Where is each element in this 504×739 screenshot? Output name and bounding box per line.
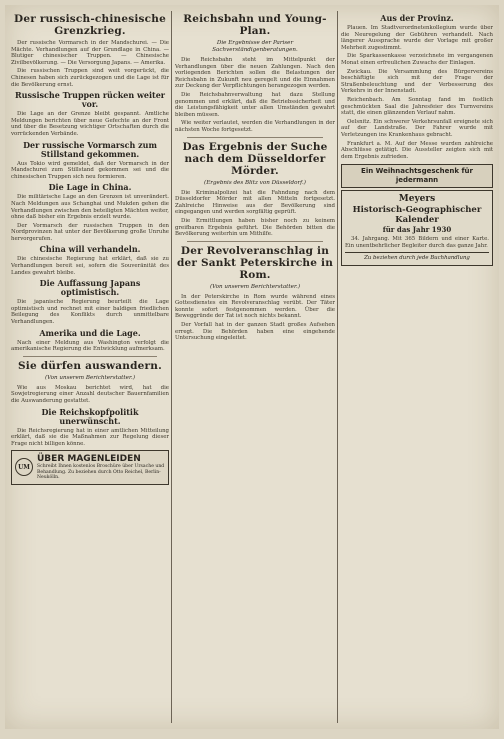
advertisement-kalender[interactable]: [341, 190, 493, 266]
calendar-year: für das Jahr 1930: [382, 225, 452, 235]
ad-logo-icon: UM: [15, 458, 33, 476]
article-text: Die japanische Regierung beurteilt die Lage optimistisch und rechnet mit einer baldigen friedlichen Beilegung des Konflikts durch unmittelbare Verhandlungen.: [11, 299, 169, 326]
column-rule: [337, 11, 338, 723]
subheading: Die Reichskopfpolitik unerwünscht.: [41, 406, 139, 426]
advertisement-magenleiden[interactable]: [11, 450, 169, 484]
article-text: Die russischen Truppen sind weit vorgerückt, die Chinesen haben sich zurückgezogen und die Lage ist für die Bevölkerung ernst.: [11, 68, 169, 88]
subheading: Amerika und die Lage.: [39, 327, 141, 338]
section-heading: Aus der Provinz.: [380, 13, 454, 23]
article-text: Die Sparkassenkasse verzeichnete im vergangenen Monat einen erfreulichen Zuwachs der Einlagen.: [341, 53, 493, 66]
article-text: Die Reichsregierung hat in einer amtlichen Mitteilung erklärt, daß sie die Maßnahmen zur Regelung dieser Frage nicht billigen könne.: [11, 427, 169, 447]
byline: (Von unserem Berichterstatter.): [209, 283, 301, 290]
ad-banner-weihnachtsgeschenk[interactable]: Ein Weihnachtsgeschenk für jedermann: [341, 164, 493, 188]
headline-rom: Der Revolveranschlag in der Sankt Peterskirche in Rom.: [176, 244, 334, 281]
subtitle: Die Ergebnisse der Pariser Sachverständigenberatungen.: [212, 40, 298, 53]
byline: (Von unserem Berichterstatter.): [44, 374, 136, 381]
calendar-footer: Zu beziehen durch jede Buchhandlung: [345, 252, 489, 262]
subheading: Die Auffassung Japans optimistisch.: [39, 278, 141, 298]
newspaper-page: [5, 5, 499, 729]
article-text: Die Reichsbahn steht im Mittelpunkt der Verhandlungen über die neuen Zahlungen. Nach den vorliegenden Berichten sollen die Belastungen der Reichsbahn in Zukunft neu geregelt und die Einnahmen zur Deckung der Verpflichtungen herangezogen werden.: [175, 57, 335, 90]
headline-auswandern: Sie dürfen auswandern.: [18, 359, 162, 372]
headline-duesseldorf: Das Ergebnis der Suche nach dem Düsseldorfer Mörder.: [182, 140, 328, 177]
ad-text: Schreibt Ihnen kostenlos Broschüre über Ursache und Behandlung. Zu beziehen durch Otto Reichel, Berlin-Neukölln.: [37, 464, 165, 481]
article-text: Die Ermittlungen haben bisher noch zu keinem greifbaren Ergebnis geführt. Die Behörden bitten die Bevölkerung weiterhin um Mithilfe.: [175, 217, 335, 238]
separator: [187, 137, 323, 138]
calendar-subtitle: Historisch-Geographischer Kalender: [352, 205, 482, 226]
separator: [187, 241, 323, 242]
column-rule: [171, 11, 172, 723]
article-text: Die Lage an der Grenze bleibt gespannt. Amtliche Meldungen berichten über neue Gefechte an der Front und über die Besetzung wichtiger Ortschaften durch die vorrückenden Verbände.: [11, 111, 169, 137]
article-text: Nach einer Meldung aus Washington verfolgt die amerikanische Regierung die Entwicklung aufmerksam.: [11, 339, 169, 353]
headline-grenzkrieg: Der russisch-chinesische Grenzkrieg.: [14, 13, 166, 37]
article-text: Wie weiter verlautet, werden die Verhandlungen in der nächsten Woche fortgesetzt.: [175, 120, 335, 133]
article-text: Reichenbach. Am Sonntag fand im festlich geschmückten Saal die Jahresfeier des Turnvereins statt, die einen glänzenden Verlauf nahm.: [341, 96, 493, 117]
headline-reichsbahn: Reichsbahn und Young-Plan.: [183, 13, 327, 37]
subtitle: (Ergebnis des Blitz von Düsseldorf.): [204, 179, 306, 186]
ad-title: ÜBER MAGENLEIDEN: [37, 454, 141, 465]
article-text: Frankfurt a. M. Auf der Messe wurden zahlreiche Abschlüsse getätigt. Die Aussteller zeigten sich mit dem Ergebnis zufrieden.: [341, 140, 493, 160]
calendar-title: Meyers: [398, 194, 436, 205]
column-right: [341, 11, 493, 723]
article-text: Der Vorfall hat in der ganzen Stadt großes Aufsehen erregt. Die Behörden haben eine eingehende Untersuchung eingeleitet.: [175, 322, 335, 342]
summary-text: Der russische Vormarsch in der Mandschurei. — Die Mächte. Verhandlungen auf der Grundlage in China. — Blutiger chinesischer Truppen. — Chinesische Zivilbevölkerung. — Die Versorgung Japans. — Amerika.: [11, 40, 169, 66]
subheading: Der russische Vormarsch zum Stillstand gekommen.: [23, 139, 157, 159]
article-text: In der Peterskirche in Rom wurde während eines Gottesdienstes ein Revolveranschlag verübt. Der Täter konnte sofort festgenommen werden. Über die Beweggründe der Tat ist noch nichts bekannt.: [175, 293, 335, 320]
article-text: Aus Tokio wird gemeldet, daß der Vormarsch in der Mandschurei zum Stillstand gekommen sei und die chinesischen Truppen sich neu formieren.: [11, 160, 169, 180]
subheading: Russische Truppen rücken weiter vor.: [14, 90, 165, 110]
column-left: [11, 11, 169, 723]
subheading: China will verhandeln.: [39, 244, 141, 255]
article-text: Oelsnitz. Ein schwerer Verkehrsunfall ereignete sich auf der Landstraße. Der Fahrer wurde mit Verletzungen ins Krankenhaus gebracht.: [341, 118, 493, 138]
article-text: Plauen. Im Stadtverordnetenkollegium wurde über die Neuregelung der Gebühren verhandelt. Nach längerer Aussprache wurde der Vorlage mit großer Mehrheit zugestimmt.: [341, 25, 493, 51]
article-text: Zwickau. Die Versammlung des Bürgervereins beschäftigte sich mit der Frage der Straßenbeleuchtung und der Verbesserung des Verkehrs in der Innenstadt.: [341, 68, 493, 95]
separator: [23, 356, 157, 357]
article-text: Die Reichsbahnverwaltung hat dazu Stellung genommen und erklärt, daß die Betriebssicherheit und die Leistungsfähigkeit unter allen Umständen gewahrt bleiben müssen.: [175, 91, 335, 118]
calendar-text: 34. Jahrgang. Mit 365 Bildern und einer Karte. Ein unentbehrlicher Begleiter durch das ganze Jahr.: [345, 236, 489, 249]
article-text: Die militärische Lage an den Grenzen ist unverändert. Nach Meldungen aus Schanghai und Mukden gehen die Verhandlungen zwischen den beteiligten Mächten weiter, ohne daß bisher ein Ergebnis erzielt wurde.: [11, 194, 169, 221]
subheading: Die Lage in China.: [48, 182, 132, 193]
article-text: Wie aus Moskau berichtet wird, hat die Sowjetregierung einer Anzahl deutscher Bauernfamilien die Auswanderung gestattet.: [11, 384, 169, 404]
article-text: Die Kriminalpolizei hat die Fahndung nach dem Düsseldorfer Mörder mit allen Mitteln fortgesetzt. Zahlreiche Hinweise aus der Bevölkerung sind eingegangen und werden sorgfältig geprüft.: [175, 189, 335, 216]
column-middle: [175, 11, 335, 723]
article-text: Die chinesische Regierung hat erklärt, daß sie zu Verhandlungen bereit sei, sofern die Souveränität des Landes gewahrt bleibe.: [11, 256, 169, 276]
article-text: Der Vormarsch der russischen Truppen in den Nordprovinzen hat unter der Bevölkerung große Unruhe hervorgerufen.: [11, 222, 169, 242]
